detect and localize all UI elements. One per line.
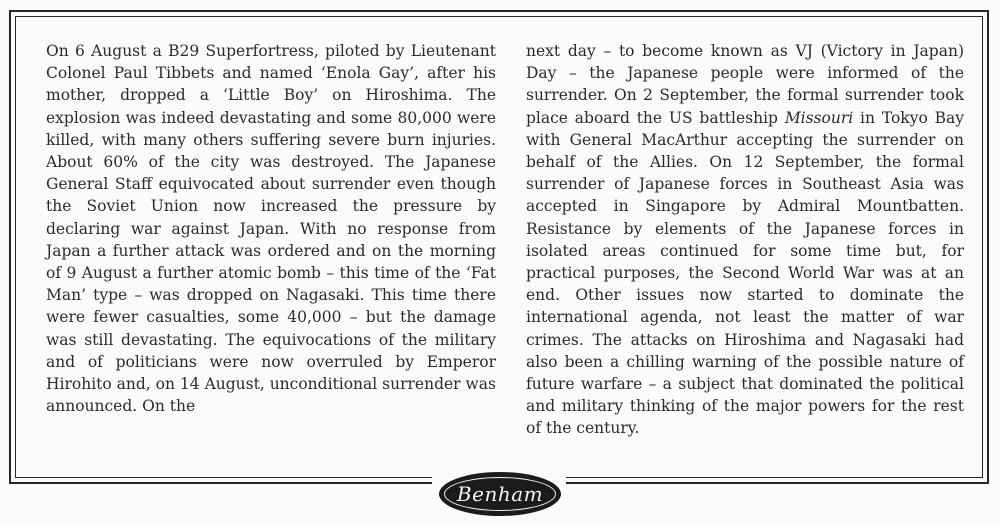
right-column-text-start: next day – to become known as VJ (Victory in Japan) Day – the Japanese people were informed of the surrender. On 2 September, the formal surrender took place aboard the US battleship [526,42,964,127]
right-column-text-end: in Tokyo Bay with General MacArthur accepting the surrender on behalf of the Allies. On 12 September, the formal surrender of Japanese forces in Southeast Asia was accepted in Singapore by Admiral Mountbatten. Resistance by elements of the Japanese forces in isolated areas continued for some time but, for practical purposes, the Second World War was at an end. Other issues now started to dominate the international agenda, not least the matter of war crimes. The attacks on Hiroshima and Nagasaki had also been a chilling warning of the possible nature of future warfare – a subject that dominated the political and military thinking of the major powers for the rest of the century. [526,108,964,438]
right-column-text [526,40,964,440]
ship-name: Missouri [784,108,854,127]
left-column-text [46,40,496,417]
left-column-paragraph: On 6 August a B29 Superfortress, piloted by Lieutenant Colonel Paul Tibbets and named ‘Enola Gay’, after his mother, dropped a ‘Little Boy’ on Hiroshima. The explosion was indeed devastating and some 80,000 were killed, with many others suffering severe burn injuries. About 60% of the city was destroyed. The Japanese General Staff equivocated about surrender even though the Soviet Union now increased the pressure by declaring war against Japan. With no response from Japan a further attack was ordered and on the morning of 9 August a further atomic bomb – this time of the ‘Fat Man’ type – was dropped on Nagasaki. This time there were fewer casualties, some 40,000 – but the damage was still devastating. The equivocations of the military and of politicians were now overruled by Emperor Hirohito and, on 14 August, unconditional surrender was announced. On the [46,42,496,416]
logo-text: Benham [456,482,544,506]
benham-logo [439,472,561,516]
